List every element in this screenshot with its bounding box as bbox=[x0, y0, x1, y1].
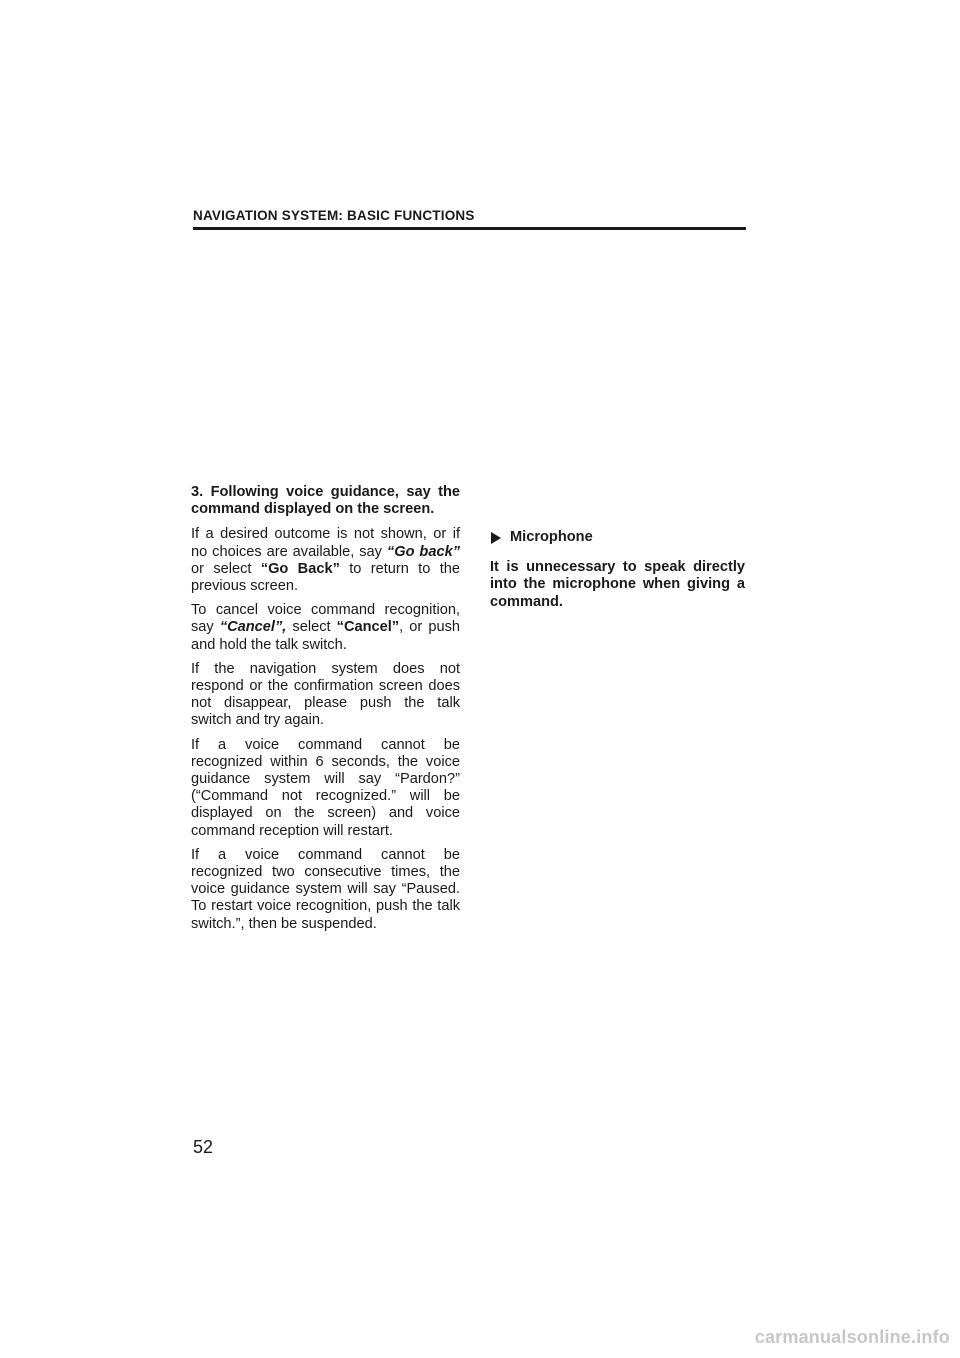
text-segment: To cancel voice command recognition, say bbox=[191, 602, 460, 636]
button-label-go-back: “Go Back” bbox=[260, 560, 340, 577]
button-label-cancel: “Cancel” bbox=[336, 619, 400, 636]
paragraph-no-response: If the navigation system does not respond or the confirmation screen does not disappear, please push the talk switch and try again. bbox=[191, 660, 460, 729]
left-column bbox=[191, 484, 460, 940]
paragraph-paused: If a voice command cannot be recognized two consecutive times, the voice guidance system will say “Paused. To restart voice recognition, push the talk switch.”, then be suspended. bbox=[191, 846, 460, 932]
step-3-instruction: 3. Following voice guidance, say the command displayed on the screen. bbox=[191, 484, 460, 518]
paragraph-cancel bbox=[191, 602, 460, 654]
paragraph-go-back bbox=[191, 526, 460, 595]
text-segment: , or push and hold the talk switch. bbox=[191, 619, 460, 653]
section-title: NAVIGATION SYSTEM: BASIC FUNCTIONS bbox=[193, 208, 475, 223]
text-segment: If a desired outcome is not shown, or if no choices are available, say bbox=[191, 526, 460, 560]
voice-command-cancel: “Cancel”, bbox=[219, 619, 287, 636]
text-segment: select bbox=[286, 619, 337, 636]
triangle-bullet-icon bbox=[491, 532, 501, 544]
microphone-heading bbox=[490, 529, 745, 546]
page-header bbox=[193, 207, 746, 225]
microphone-heading-label: Microphone bbox=[510, 529, 593, 545]
text-segment: or select bbox=[191, 560, 261, 577]
header-rule bbox=[193, 227, 746, 230]
page-number: 52 bbox=[193, 1137, 214, 1157]
paragraph-not-recognized: If a voice command cannot be recognized within 6 seconds, the voice guidance system will say “Pardon?” (“Command not recognized.” will be displayed on the screen) and voice command reception will restart. bbox=[191, 736, 460, 839]
right-column bbox=[490, 529, 745, 611]
text-segment: to return to the previous screen. bbox=[191, 560, 460, 595]
voice-command-go-back: “Go back” bbox=[386, 543, 460, 560]
microphone-note: It is unnecessary to speak directly into the microphone when giving a command. bbox=[490, 559, 745, 610]
watermark: carmanualsonline.info bbox=[754, 1327, 950, 1347]
